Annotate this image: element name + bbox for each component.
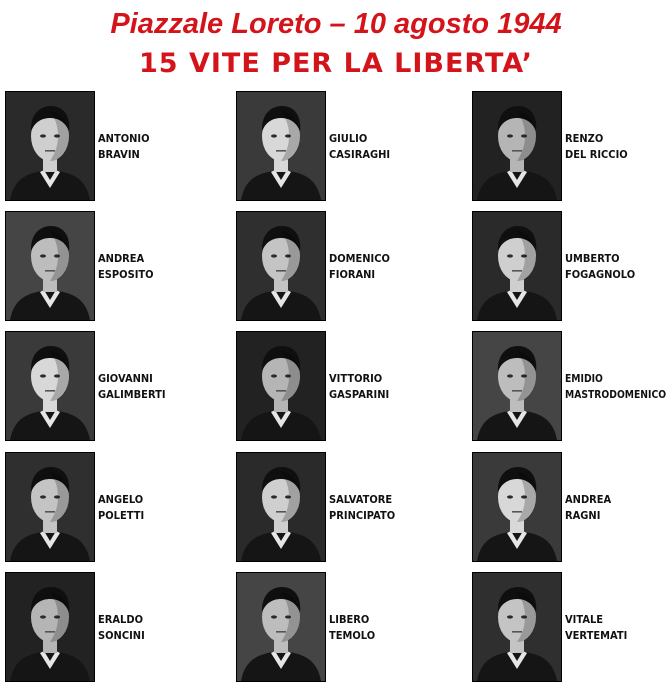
portrait-photo	[5, 211, 95, 321]
portrait-card	[5, 452, 235, 564]
portrait-photo	[472, 91, 562, 201]
portrait-card	[236, 331, 466, 443]
first-name: GIOVANNI	[98, 372, 153, 385]
last-name: POLETTI	[98, 509, 145, 522]
person-name	[98, 492, 144, 524]
page-subtitle: 15 VITE PER LA LIBERTA’	[139, 48, 533, 79]
first-name: ANDREA	[98, 252, 145, 265]
first-name: ANTONIO	[98, 132, 150, 145]
person-name	[329, 251, 390, 283]
portrait-image	[473, 453, 561, 561]
person-name	[98, 612, 145, 644]
portrait-image	[237, 332, 325, 440]
portrait-image	[6, 92, 94, 200]
portrait-photo	[236, 572, 326, 682]
last-name: MASTRODOMENICO	[565, 388, 667, 401]
last-name: VERTEMATI	[565, 629, 628, 642]
portrait-image	[6, 212, 94, 320]
portrait-image	[6, 573, 94, 681]
portrait-photo	[472, 452, 562, 562]
portrait-photo	[236, 452, 326, 562]
first-name: ERALDO	[98, 613, 143, 626]
person-name	[329, 612, 375, 644]
person-name	[565, 612, 627, 644]
last-name: SONCINI	[98, 629, 145, 642]
first-name: SALVATORE	[329, 493, 393, 506]
portrait-photo	[236, 331, 326, 441]
person-name	[98, 131, 150, 163]
portrait-card	[236, 91, 466, 203]
person-name	[98, 371, 166, 403]
person-name	[98, 251, 154, 283]
first-name: DOMENICO	[329, 252, 390, 265]
first-name: VITALE	[565, 613, 604, 626]
portrait-photo	[5, 452, 95, 562]
portrait-image	[237, 92, 325, 200]
portrait-image	[6, 453, 94, 561]
last-name: FOGAGNOLO	[565, 268, 636, 281]
portrait-card	[472, 211, 672, 323]
page-title: Piazzale Loreto – 10 agosto 1944	[110, 8, 562, 40]
portrait-image	[473, 212, 561, 320]
portrait-photo	[236, 91, 326, 201]
person-name	[329, 371, 389, 403]
person-name	[565, 492, 611, 524]
first-name: ANDREA	[565, 493, 612, 506]
last-name: RAGNI	[565, 509, 601, 522]
portrait-image	[473, 573, 561, 681]
portrait-image	[473, 92, 561, 200]
first-name: VITTORIO	[329, 372, 383, 385]
portrait-card	[5, 211, 235, 323]
portrait-photo	[5, 91, 95, 201]
portrait-card	[5, 91, 235, 203]
portrait-card	[5, 572, 235, 684]
portrait-image	[237, 573, 325, 681]
portrait-card	[5, 331, 235, 443]
portrait-photo	[472, 572, 562, 682]
last-name: GASPARINI	[329, 388, 390, 401]
first-name: UMBERTO	[565, 252, 620, 265]
first-name: EMIDIO	[565, 372, 603, 385]
portrait-card	[236, 211, 466, 323]
portrait-image	[237, 453, 325, 561]
portrait-photo	[472, 331, 562, 441]
first-name: GIULIO	[329, 132, 368, 145]
last-name: FIORANI	[329, 268, 376, 281]
portrait-card	[236, 572, 466, 684]
person-name	[565, 371, 666, 403]
person-name	[329, 131, 390, 163]
portrait-card	[472, 331, 672, 443]
person-name	[565, 251, 635, 283]
portrait-photo	[472, 211, 562, 321]
first-name: RENZO	[565, 132, 604, 145]
portrait-card	[472, 91, 672, 203]
person-name	[565, 131, 628, 163]
portrait-image	[473, 332, 561, 440]
portrait-card	[236, 452, 466, 564]
last-name: TEMOLO	[329, 629, 376, 642]
last-name: PRINCIPATO	[329, 509, 396, 522]
first-name: ANGELO	[98, 493, 144, 506]
portrait-photo	[5, 572, 95, 682]
portrait-card	[472, 572, 672, 684]
last-name: DEL RICCIO	[565, 148, 628, 161]
portrait-image	[6, 332, 94, 440]
last-name: GALIMBERTI	[98, 388, 166, 401]
person-name	[329, 492, 395, 524]
last-name: ESPOSITO	[98, 268, 154, 281]
last-name: CASIRAGHI	[329, 148, 391, 161]
first-name: LIBERO	[329, 613, 370, 626]
portrait-photo	[236, 211, 326, 321]
portrait-image	[237, 212, 325, 320]
last-name: BRAVIN	[98, 148, 140, 161]
portrait-photo	[5, 331, 95, 441]
portrait-card	[472, 452, 672, 564]
